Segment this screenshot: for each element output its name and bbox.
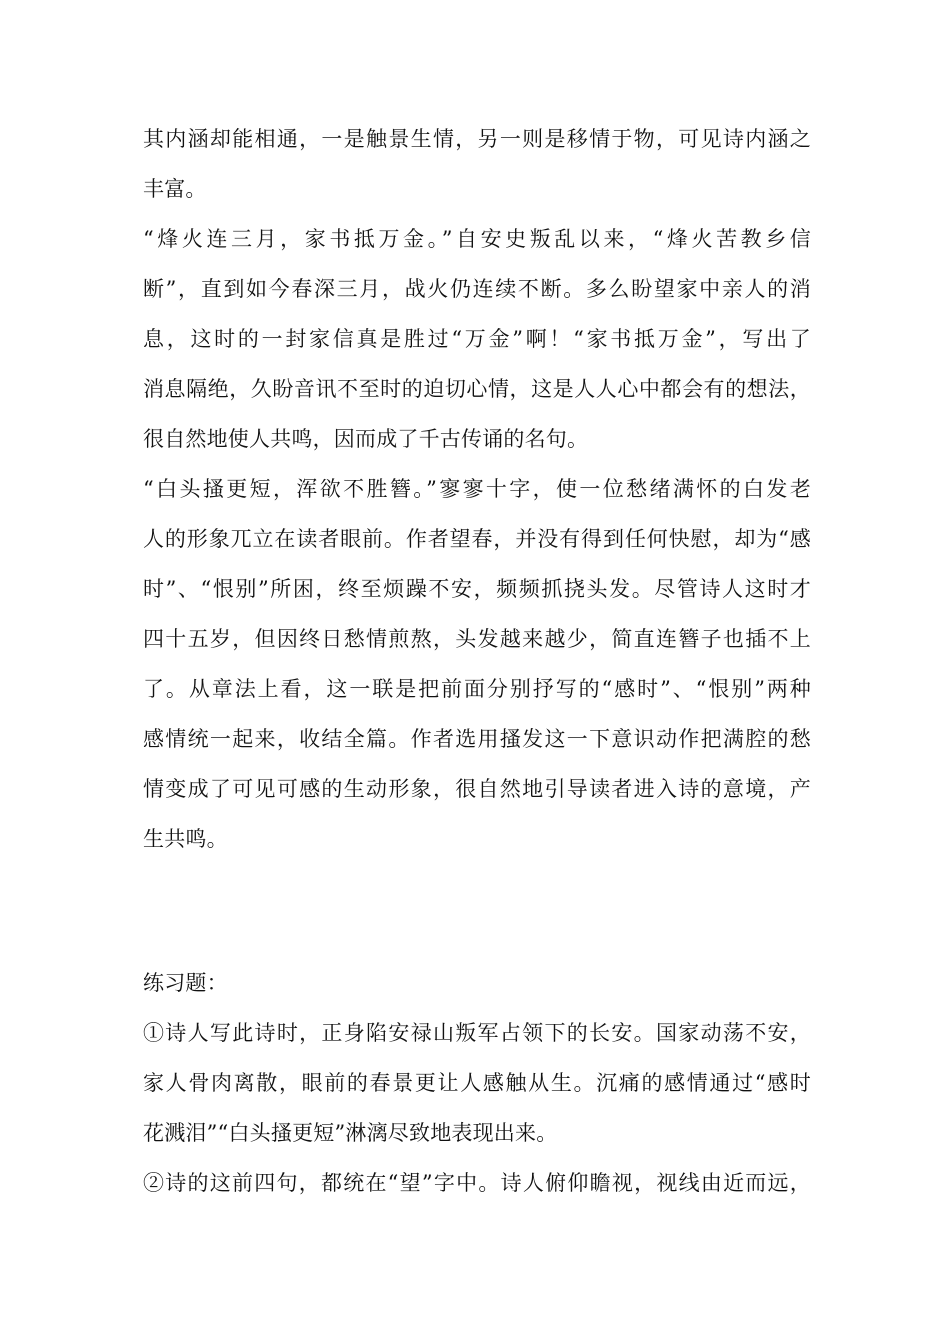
text-line: ①诗人写此诗时，正身陷安禄山叛军占领下的长安。国家动荡不安， xyxy=(143,1021,811,1045)
paragraph-3 xyxy=(143,464,811,864)
text-line: 时”、“恨别”所困，终至烦躁不安，频频抓挠头发。尽管诗人这时才 xyxy=(143,577,811,601)
section-spacer xyxy=(143,864,811,958)
text-line: 家人骨肉离散，眼前的春景更让人感触从生。沉痛的感情通过“感时 xyxy=(143,1071,811,1095)
text-line: “白头搔更短，浑欲不胜簪。”寥寥十字，使一位愁绪满怀的白发老 xyxy=(143,477,811,501)
text-line: 情变成了可见可感的生动形象，很自然地引导读者进入诗的意境，产 xyxy=(143,777,811,801)
text-line: “烽火连三月，家书抵万金。”自安史叛乱以来，“烽火苦教乡信 xyxy=(143,227,811,251)
paragraph-2 xyxy=(143,214,811,464)
text-line: 很自然地使人共鸣，因而成了千古传诵的名句。 xyxy=(143,427,589,451)
text-line: 断”，直到如今春深三月，战火仍连续不断。多么盼望家中亲人的消 xyxy=(143,277,811,301)
exercise-section xyxy=(143,958,811,1208)
text-line: 四十五岁，但因终日愁情煎熬，头发越来越少，简直连簪子也插不上 xyxy=(143,627,811,651)
paragraph-1 xyxy=(143,114,811,214)
answer-1 xyxy=(143,1008,811,1158)
text-line: 其内涵却能相通，一是触景生情，另一则是移情于物，可见诗内涵之 xyxy=(143,127,811,151)
text-line: 息，这时的一封家信真是胜过“万金”啊！“家书抵万金”，写出了 xyxy=(143,327,811,351)
text-line: 感情统一起来，收结全篇。作者选用搔发这一下意识动作把满腔的愁 xyxy=(143,727,811,751)
text-line: 丰富。 xyxy=(143,177,207,201)
text-line: ②诗的这前四句，都统在“望”字中。诗人俯仰瞻视，视线由近而远， xyxy=(143,1171,811,1195)
text-line: 生共鸣。 xyxy=(143,827,228,851)
text-line: 花溅泪”“白头搔更短”淋漓尽致地表现出来。 xyxy=(143,1121,558,1145)
text-line: 了。从章法上看，这一联是把前面分别抒写的“感时”、“恨别”两种 xyxy=(143,677,811,701)
document-page xyxy=(143,114,811,1208)
exercise-heading: 练习题： xyxy=(143,971,228,995)
text-line: 消息隔绝，久盼音讯不至时的迫切心情，这是人人心中都会有的想法， xyxy=(143,377,811,401)
answer-2 xyxy=(143,1158,811,1208)
text-line: 人的形象兀立在读者眼前。作者望春，并没有得到任何快慰，却为“感 xyxy=(143,527,811,551)
